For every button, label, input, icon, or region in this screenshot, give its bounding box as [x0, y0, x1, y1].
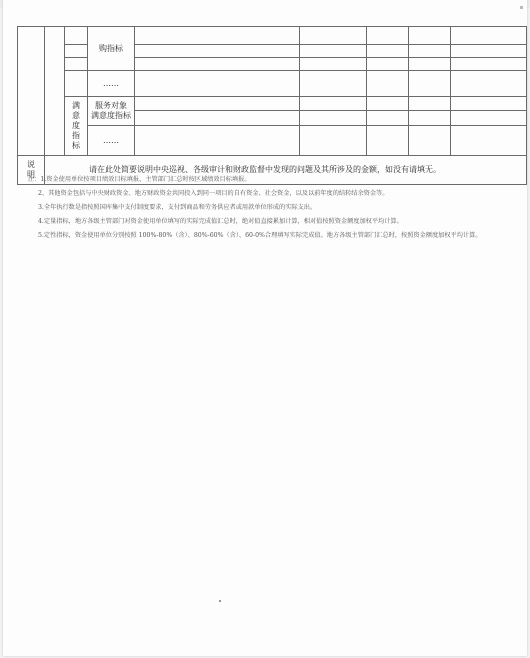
table-cell	[409, 126, 451, 156]
footnote-3: 3.全年执行数是指按照国库集中支付制度要求，支付到商品和劳务供应者或用款单位形成的实际支出。	[38, 204, 317, 211]
table-cell	[367, 45, 409, 58]
table-row	[18, 27, 527, 45]
table-cell	[135, 97, 300, 111]
table-cell	[65, 58, 88, 71]
table-cell	[65, 45, 88, 58]
table-cell	[300, 58, 367, 71]
label-char: 说	[27, 160, 35, 169]
footnotes	[28, 174, 488, 244]
table-cell	[65, 27, 88, 45]
ellipsis-cell: ……	[88, 126, 135, 156]
scan-speck	[219, 600, 221, 602]
table-cell	[367, 27, 409, 45]
table-cell	[367, 71, 409, 97]
table-row	[18, 126, 527, 156]
performance-indicator-table	[17, 26, 527, 185]
footnote-5: 5.定性指标，资金使用单位分别按照 100%-80%（含）、80%-60%（含）、60-0%合理填写实际完成值。地方各级主管部门汇总时，按照资金额度加权平均计算。	[38, 232, 482, 239]
table-cell	[135, 45, 300, 58]
table-cell	[451, 71, 527, 97]
table-cell	[300, 71, 367, 97]
table-cell	[135, 27, 300, 45]
table-cell	[135, 126, 300, 156]
footnote-4: 4.定量指标，地方各级主管部门对资金使用单位填写的实际完成值汇总时，绝对值直接累加计算，相对值按照资金额度加权平均计算。	[38, 218, 403, 225]
table-cell	[367, 58, 409, 71]
table-cell	[409, 58, 451, 71]
table-cell	[135, 111, 300, 126]
table-cell	[409, 45, 451, 58]
table-cell	[409, 111, 451, 126]
table-cell	[409, 71, 451, 97]
table-cell	[451, 58, 527, 71]
table-cell	[451, 111, 527, 126]
table-cell	[367, 97, 409, 111]
service-target-text: 服务对象	[95, 101, 127, 110]
footnote-1: 注：1.资金使用单位按项目绩效目标填报，主管部门汇总时按区域绩效目标填报。	[28, 176, 251, 183]
label-char: 度	[72, 121, 80, 130]
table-cell	[65, 71, 88, 97]
table-cell	[451, 97, 527, 111]
table-cell	[135, 71, 300, 97]
label-char: 指	[72, 131, 80, 140]
label-char: 满	[72, 101, 80, 110]
satisfaction-indicator-text: 满意度指标	[91, 111, 131, 120]
table-cell	[300, 97, 367, 111]
table-cell	[367, 126, 409, 156]
table-cell	[18, 27, 45, 156]
table-cell	[451, 126, 527, 156]
table-cell	[300, 45, 367, 58]
table-cell	[367, 111, 409, 126]
table-cell	[300, 27, 367, 45]
note-instruction-text: 请在此处简要说明中央巡视、各级审计和财政监督中发现的问题及其所涉及的金额，如没有请填无。	[45, 156, 527, 185]
table-cell	[451, 27, 527, 45]
table-cell	[300, 111, 367, 126]
label-char: 标	[72, 141, 80, 150]
table-row	[18, 97, 527, 111]
table-row	[18, 71, 527, 97]
label-char: 意	[72, 111, 80, 120]
table-cell	[135, 58, 300, 71]
page-corner-mark	[520, 6, 523, 9]
table-cell	[300, 126, 367, 156]
footnote-2: 2、其他资金包括与中央财政资金、地方财政资金共同投入到同一项目的自有资金、社会资金，以及以前年度的结转结余资金等。	[38, 190, 389, 197]
service-target-satisfaction-label	[88, 97, 135, 126]
table-cell	[45, 27, 65, 156]
label-char: 明	[27, 170, 35, 179]
table-cell	[409, 27, 451, 45]
satisfaction-category-label	[65, 97, 88, 156]
purchase-indicator-label: 购指标	[88, 27, 135, 71]
table-cell	[451, 45, 527, 58]
table-cell	[409, 97, 451, 111]
ellipsis-cell: ……	[88, 71, 135, 97]
